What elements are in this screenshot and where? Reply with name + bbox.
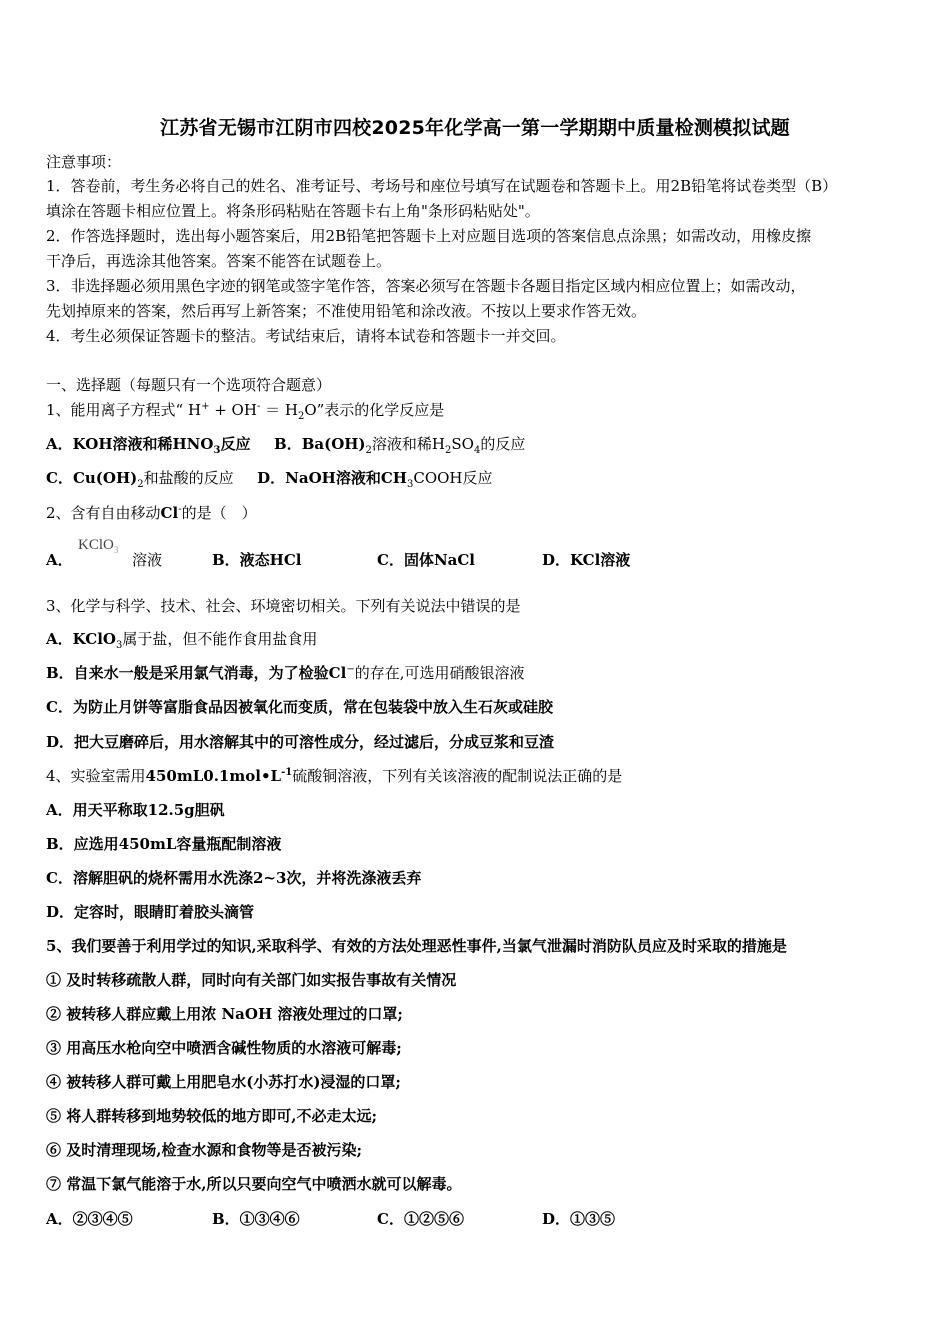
- q4-option-b: B．应选用450mL容量瓶配制溶液: [46, 835, 282, 853]
- q3-option-d: D．把大豆磨碎后，用水溶解其中的可溶性成分，经过滤后，分成豆浆和豆渣: [46, 733, 555, 751]
- question-1-stem: 1、能用离子方程式“ $H^+ + OH^- = H_2O$”表示的化学反应是: [46, 401, 445, 422]
- q5-item-3: ③ 用高压水枪向空中喷洒含碱性物质的水溶液可解毒;: [46, 1039, 402, 1057]
- notice-line-2: 填涂在答题卡相应位置上。将条形码粘贴在答题卡右上角"条形码粘贴处"。: [46, 202, 540, 220]
- question-2-options: [46, 537, 906, 573]
- question-3-stem: 3、化学与科学、技术、社会、环境密切相关。下列有关说法中错误的是: [46, 597, 521, 615]
- q1-option-d: D．NaOH溶液和$CH_3COOH$反应: [257, 469, 493, 490]
- q1-option-a: A．KOH溶液和稀$HNO_3$反应: [46, 435, 251, 456]
- q1-option-b: B．$Ba(OH)_2$溶液和稀$H_2SO_4$的反应: [274, 435, 526, 456]
- question-5-stem: 5、我们要善于利用学过的知识,采取科学、有效的方法处理恶性事件,当氯气泄漏时消防队员应及时采取的措施是: [46, 937, 787, 955]
- q5-item-4: ④ 被转移人群可戴上用肥皂水(小苏打水)浸湿的口罩;: [46, 1073, 401, 1091]
- q2-option-a-formula: KClO$_3$: [78, 537, 119, 555]
- question-5-options: [46, 1208, 906, 1232]
- q2-option-d: D．KCl溶液: [542, 551, 631, 569]
- q5-item-6: ⑥ 及时清理现场,检查水源和食物等是否被污染;: [46, 1141, 362, 1159]
- question-1-options-ab: [46, 433, 525, 455]
- notice-heading: 注意事项：: [46, 153, 122, 171]
- notice-line-6: 先划掉原来的答案，然后再写上新答案；不准使用铅笔和涂改液。不按以上要求作答无效。: [46, 302, 647, 320]
- q2-option-b: B．液态HCl: [212, 551, 302, 569]
- notice-line-5: 3．非选择题必须用黑色字迹的钢笔或签字笔作答，答案必须写在答题卡各题目指定区域内相应位置上；如需改动，: [46, 277, 806, 295]
- q5-option-c: C．①②⑤⑥: [377, 1210, 464, 1228]
- q4-option-a: A．用天平称取12.5g胆矾: [46, 801, 225, 819]
- question-4-stem: 4、实验室需用$450mL0.1mol•L^{-1}$硫酸铜溶液，下列有关该溶液的配制说法正确的是: [46, 767, 623, 785]
- notice-line-4: 干净后，再选涂其他答案。答案不能答在试题卷上。: [46, 252, 392, 270]
- q3-option-c: C．为防止月饼等富脂食品因被氧化而变质，常在包装袋中放入生石灰或硅胶: [46, 698, 553, 716]
- section-heading: 一、选择题（每题只有一个选项符合题意）: [46, 376, 332, 394]
- q2-option-a-text: 溶液: [132, 551, 163, 569]
- q3-option-a: A．KClO$_3$属于盐，但不能作食用盐食用: [46, 630, 318, 651]
- q5-item-7: ⑦ 常温下氯气能溶于水,所以只要向空气中喷洒水就可以解毒。: [46, 1175, 462, 1193]
- question-2-stem: 2、含有自由移动Cl-的是（ ）: [46, 504, 257, 522]
- question-1-options-cd: [46, 467, 493, 489]
- q2-option-c: C．固体NaCl: [377, 551, 476, 569]
- q5-item-1: ① 及时转移疏散人群，同时向有关部门如实报告事故有关情况: [46, 971, 457, 989]
- q5-option-b: B．①③④⑥: [212, 1210, 300, 1228]
- exam-title: 江苏省无锡市江阴市四校2025年化学高一第一学期期中质量检测模拟试题: [160, 117, 790, 139]
- q5-option-a: A．②③④⑤: [46, 1210, 133, 1228]
- notice-line-1: 1．答卷前，考生务必将自己的姓名、准考证号、考场号和座位号填写在试题卷和答题卡上。用2B铅笔将试卷类型（B）: [46, 177, 838, 195]
- q5-option-d: D．①③⑤: [542, 1210, 616, 1228]
- notice-line-7: 4．考生必须保证答题卡的整洁。考试结束后，请将本试卷和答题卡一并交回。: [46, 327, 566, 345]
- q1-option-c: C．$Cu(OH)_2$和盐酸的反应: [46, 469, 234, 490]
- notice-line-3: 2．作答选择题时，选出每小题答案后，用2B铅笔把答题卡上对应题目选项的答案信息点涂黑；如需改动，用橡皮擦: [46, 227, 812, 245]
- q2-option-a-label: A．: [46, 551, 73, 569]
- q4-option-c: C．溶解胆矾的烧杯需用水洗涤2~3次，并将洗涤液丢弃: [46, 869, 422, 887]
- q5-item-2: ② 被转移人群应戴上用浓 NaOH 溶液处理过的口罩;: [46, 1005, 403, 1023]
- q3-option-b: B．自来水一般是采用氯气消毒，为了检验Cl−的存在,可选用硝酸银溶液: [46, 664, 525, 682]
- q4-option-d: D．定容时，眼睛盯着胶头滴管: [46, 903, 255, 921]
- q5-item-5: ⑤ 将人群转移到地势较低的地方即可,不必走太远;: [46, 1107, 377, 1125]
